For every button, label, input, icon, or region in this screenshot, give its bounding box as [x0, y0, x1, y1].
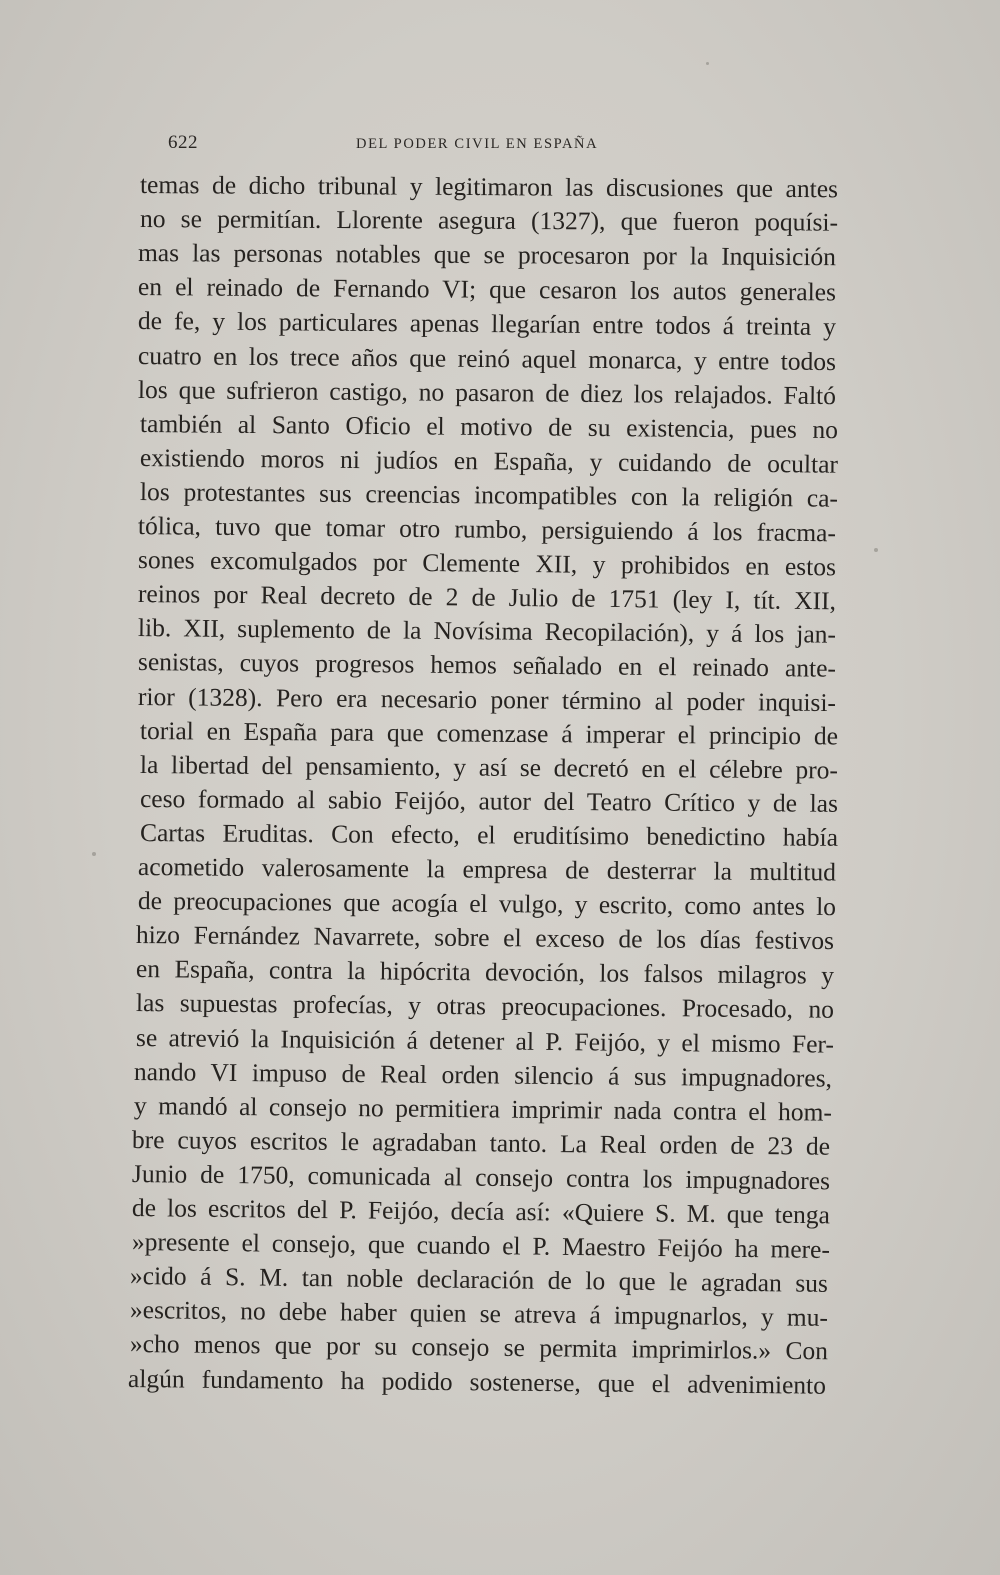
text-line: en el reinado de Fernando VI; que cesaron los autos generales — [137, 272, 837, 307]
running-head: DEL PODER CIVIL EN ESPAÑA — [356, 136, 599, 152]
text-line: »cido á S. M. tan noble declaración de lo que le agradan sus — [129, 1261, 829, 1299]
text-line: lib. XII, suplemento de la Novísima Recopilación), y á los jan- — [137, 613, 837, 649]
text-line: Cartas Eruditas. Con efecto, el eruditísimo benedictino había — [139, 817, 839, 852]
text-line: »escritos, no debe haber quien se atreva á impugnarlos, y mu- — [129, 1295, 829, 1333]
text-line: se atrevió la Inquisición á detener al P. Feijóo, y el mismo Fer- — [135, 1022, 835, 1059]
text-line: de fe, y los particulares apenas llegarían entre todos á treinta y — [137, 306, 837, 342]
text-line: las supuestas profecías, y otras preocupaciones. Procesado, no — [135, 988, 835, 1025]
text-line: Junio de 1750, comunicada al consejo contra los impugnadores — [131, 1158, 831, 1196]
text-line: »presente el consejo, que cuando el P. Maestro Feijóo ha mere- — [131, 1227, 831, 1265]
text-line: la libertad del pensamiento, y así se decretó en el célebre pro- — [139, 749, 839, 785]
text-line: acometido valerosamente la empresa de desterrar la multitud — [137, 852, 837, 887]
text-line: ceso formado al sabio Feijóo, autor del Teatro Crítico y de las — [139, 783, 839, 818]
text-line: de preocupaciones que acogía el vulgo, y escrito, como antes lo — [137, 886, 837, 922]
text-line: tólica, tuvo que tomar otro rumbo, persiguiendo á los fracma- — [137, 511, 837, 548]
text-line: reinos por Real decreto de 2 de Julio de 1751 (ley I, tít. XII, — [137, 579, 837, 616]
text-line: los protestantes sus creencias incompatibles con la religión ca- — [139, 476, 839, 513]
page-number: 622 — [168, 132, 198, 153]
text-line: los que sufrieron castigo, no pasaron de diez los relajados. Faltó — [137, 374, 837, 410]
paper-speck — [92, 852, 96, 856]
text-line: de los escritos del P. Feijóo, decía así: «Quiere S. M. que tenga — [131, 1193, 831, 1230]
text-line: »cho menos que por su consejo se permita imprimirlos.» Con — [129, 1329, 829, 1366]
text-line: no se permitían. Llorente asegura (1327), que fueron poquísi- — [139, 204, 839, 237]
text-line: sones excomulgados por Clemente XII, y prohibidos en estos — [137, 545, 837, 582]
paper-speck — [706, 62, 709, 65]
text-line: senistas, cuyos progresos hemos señalado en el reinado ante- — [137, 647, 837, 684]
text-line: también al Santo Oficio el motivo de su existencia, pues no — [139, 408, 839, 444]
text-line: existiendo moros ni judíos en España, y cuidando de ocultar — [139, 442, 839, 479]
paper-speck — [874, 548, 878, 552]
text-line: hizo Fernández Navarrete, sobre el exceso de los días festivos — [135, 920, 835, 956]
text-line: nando VI impuso de Real orden silencio á sus impugnadores, — [133, 1056, 833, 1093]
text-line: rior (1328). Pero era necesario poner término al poder inquisi- — [137, 681, 837, 717]
text-line: cuatro en los trece años que reinó aquel monarca, y entre todos — [137, 340, 837, 376]
text-line: y mandó al consejo no permitiera imprimir nada contra el hom- — [133, 1090, 833, 1127]
text-line: torial en España para que comenzase á imperar el principio de — [139, 715, 839, 751]
text-line: algún fundamento ha podido sostenerse, que el advenimiento — [127, 1363, 827, 1400]
text-line: temas de dicho tribunal y legitimaron las discusiones que antes — [139, 170, 839, 204]
text-line: en España, contra la hipócrita devoción, los falsos milagros y — [135, 954, 835, 990]
text-line: bre cuyos escritos le agradaban tanto. La Real orden de 23 de — [131, 1124, 831, 1161]
text-line: mas las personas notables que se procesaron por la Inquisición — [137, 238, 837, 272]
